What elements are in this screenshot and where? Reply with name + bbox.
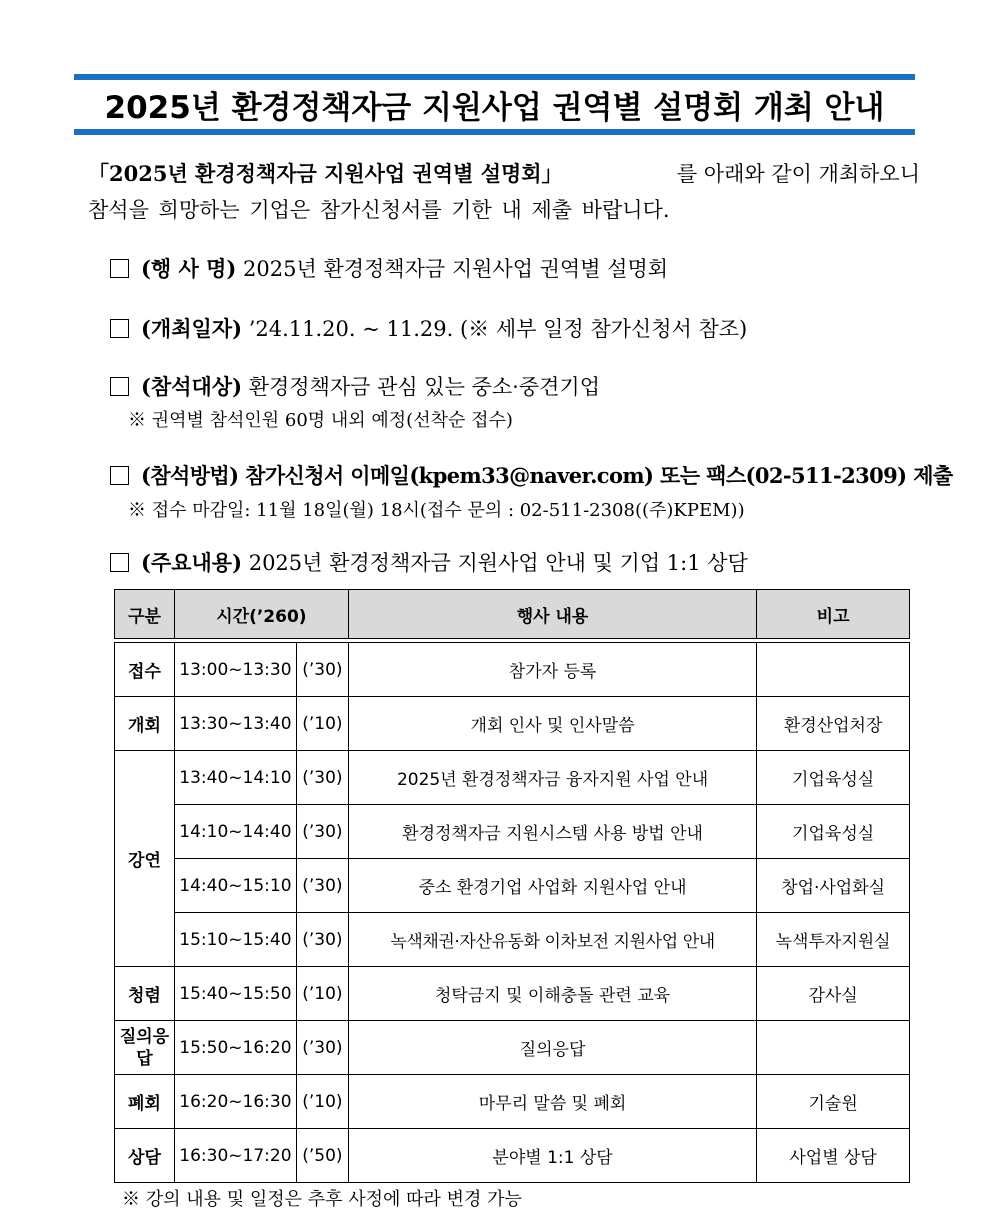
table-row	[115, 751, 910, 805]
item-label: (개최일자)	[141, 316, 243, 341]
row-time: 13:40~14:10	[174, 751, 296, 805]
row-category: 질의응답	[115, 1021, 175, 1075]
header-content: 행사 내용	[348, 590, 756, 639]
item-label: (행 사 명)	[141, 256, 237, 281]
item-event-date	[110, 313, 747, 343]
row-note	[757, 1021, 910, 1075]
table-row	[115, 805, 910, 859]
table-row	[115, 1075, 910, 1129]
item-text: 환경정책자금 관심 있는 중소·중견기업	[242, 375, 600, 399]
table-header-row	[115, 590, 910, 639]
row-duration: (’30)	[296, 913, 348, 967]
row-time: 15:50~16:20	[174, 1021, 296, 1075]
row-category: 접수	[115, 643, 175, 697]
item-event-name	[110, 253, 668, 283]
row-time: 16:30~17:20	[174, 1129, 296, 1183]
row-duration: (’30)	[296, 751, 348, 805]
row-note	[757, 643, 910, 697]
table-row	[115, 859, 910, 913]
item-text: ’24.11.20. ~ 11.29. (※ 세부 일정 참가신청서 참조)	[242, 317, 748, 341]
table-row	[115, 913, 910, 967]
intro-line2: 참석을 희망하는 기업은 참가신청서를 기한 내 제출 바랍니다.	[88, 198, 670, 222]
row-duration: (’30)	[296, 1021, 348, 1075]
note-method: ※ 접수 마감일: 11월 18일(월) 18시(접수 문의 : 02-511-2308((주)KPEM))	[128, 500, 745, 521]
checkbox-square-icon	[110, 377, 129, 396]
row-note: 환경산업처장	[757, 697, 910, 751]
row-content: 환경정책자금 지원시스템 사용 방법 안내	[348, 805, 756, 859]
header-note: 비고	[757, 590, 910, 639]
item-method	[110, 460, 953, 490]
row-content: 분야별 1:1 상담	[348, 1129, 756, 1183]
item-text: 2025년 환경정책자금 지원사업 권역별 설명회	[236, 257, 669, 281]
row-duration: (’30)	[296, 805, 348, 859]
row-duration: (’30)	[296, 643, 348, 697]
row-content: 질의응답	[348, 1021, 756, 1075]
item-text: 참가신청서 이메일(kpem33@naver.com) 또는 팩스(02-511-2309) 제출	[238, 463, 953, 488]
intro-paragraph	[88, 156, 920, 228]
row-time: 15:40~15:50	[174, 967, 296, 1021]
table-row	[115, 697, 910, 751]
item-main-content	[110, 547, 748, 577]
item-target	[110, 371, 600, 401]
row-content: 녹색채권·자산유동화 이차보전 지원사업 안내	[348, 913, 756, 967]
row-content: 마무리 말씀 및 폐회	[348, 1075, 756, 1129]
row-category: 청렴	[115, 967, 175, 1021]
row-time: 13:00~13:30	[174, 643, 296, 697]
row-category: 폐회	[115, 1075, 175, 1129]
row-time: 13:30~13:40	[174, 697, 296, 751]
row-note: 기업육성실	[757, 751, 910, 805]
row-time: 15:10~15:40	[174, 913, 296, 967]
footnote: ※ 강의 내용 및 일정은 추후 사정에 따라 변경 가능	[122, 1189, 522, 1210]
row-time: 14:10~14:40	[174, 805, 296, 859]
table-row	[115, 967, 910, 1021]
row-category: 개회	[115, 697, 175, 751]
row-time: 16:20~16:30	[174, 1075, 296, 1129]
row-note: 감사실	[757, 967, 910, 1021]
row-duration: (’30)	[296, 859, 348, 913]
row-category: 강연	[115, 751, 175, 967]
row-duration: (’10)	[296, 967, 348, 1021]
item-label: (참석대상)	[141, 374, 243, 399]
title-bottom-rule	[74, 129, 915, 135]
intro-line1-rest: 를 아래와 같이 개최하오니	[676, 162, 920, 186]
checkbox-square-icon	[110, 466, 129, 485]
header-time: 시간(’260)	[174, 590, 348, 639]
row-note: 기술원	[757, 1075, 910, 1129]
row-note: 사업별 상담	[757, 1129, 910, 1183]
row-category: 상담	[115, 1129, 175, 1183]
page-title: 2025년 환경정책자금 지원사업 권역별 설명회 개최 안내	[104, 90, 885, 126]
intro-event-name: 「2025년 환경정책자금 지원사업 권역별 설명회」	[88, 161, 563, 186]
row-content: 참가자 등록	[348, 643, 756, 697]
note-target: ※ 권역별 참석인원 60명 내외 예정(선착순 접수)	[128, 410, 513, 431]
row-note: 녹색투자지원실	[757, 913, 910, 967]
row-content: 2025년 환경정책자금 융자지원 사업 안내	[348, 751, 756, 805]
row-note: 창업·사업화실	[757, 859, 910, 913]
header-category: 구분	[115, 590, 175, 639]
row-duration: (’10)	[296, 697, 348, 751]
checkbox-square-icon	[110, 259, 129, 278]
schedule-table	[114, 589, 910, 1183]
row-duration: (’10)	[296, 1075, 348, 1129]
row-content: 개회 인사 및 인사말씀	[348, 697, 756, 751]
row-note: 기업육성실	[757, 805, 910, 859]
table-row	[115, 1021, 910, 1075]
item-text: 2025년 환경정책자금 지원사업 안내 및 기업 1:1 상담	[242, 551, 748, 575]
checkbox-square-icon	[110, 553, 129, 572]
row-duration: (’50)	[296, 1129, 348, 1183]
table-row	[115, 643, 910, 697]
row-time: 14:40~15:10	[174, 859, 296, 913]
item-label: (주요내용)	[141, 550, 243, 575]
item-label: (참석방법)	[141, 463, 239, 488]
checkbox-square-icon	[110, 319, 129, 338]
row-content: 청탁금지 및 이해충돌 관련 교육	[348, 967, 756, 1021]
row-content: 중소 환경기업 사업화 지원사업 안내	[348, 859, 756, 913]
table-row	[115, 1129, 910, 1183]
